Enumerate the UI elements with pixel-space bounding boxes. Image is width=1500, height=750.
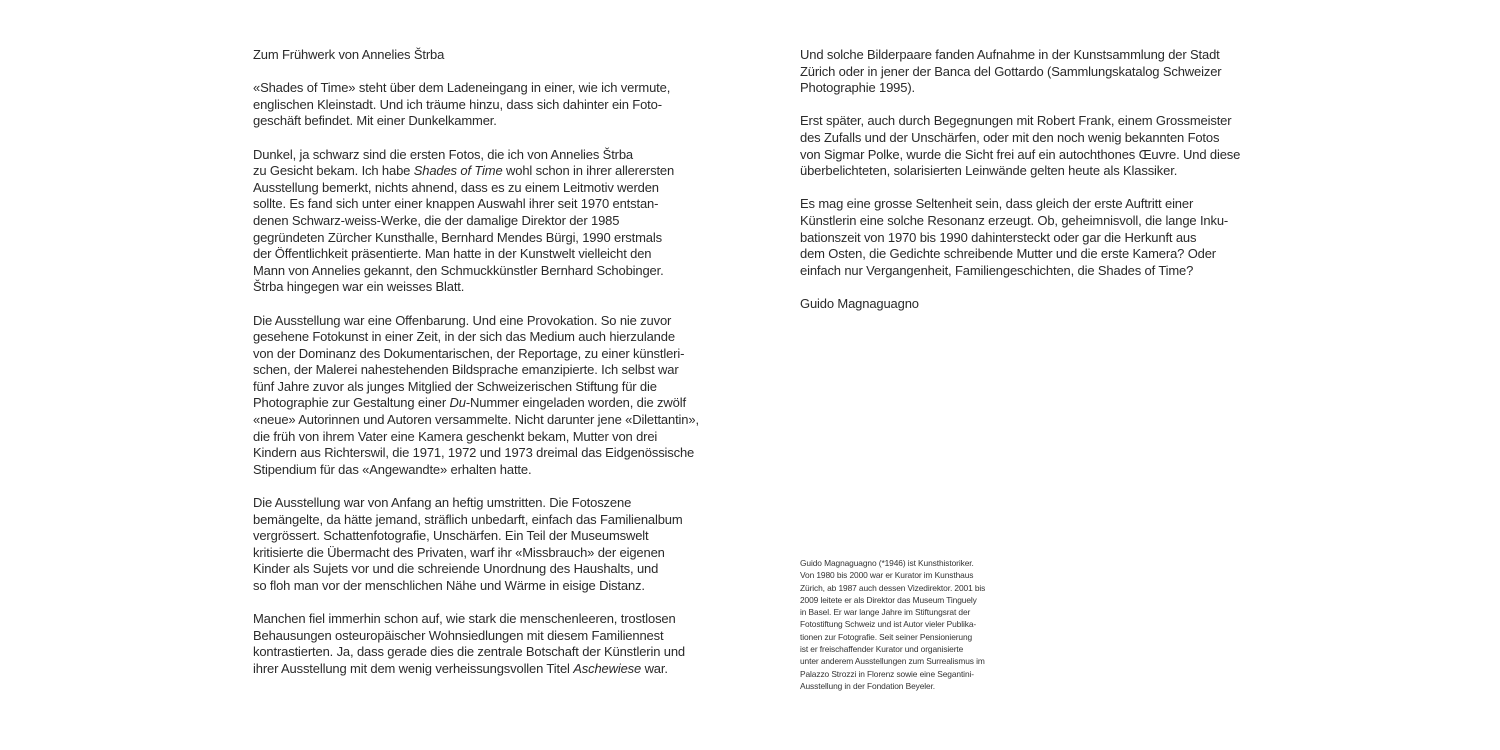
text-segment: wohl schon in ihrer allerersten (502, 163, 675, 179)
text-line: die früh von ihrem Vater eine Kamera geschenkt bekam, Mutter von drei (253, 428, 658, 444)
text-line: der Öffentlichkeit präsentierte. Man hatte in der Kunstwelt vielleicht den (253, 246, 652, 262)
text-line: Štrba hingegen war ein weisses Blatt. (253, 279, 465, 295)
text-line: einfach nur Vergangenheit, Familiengeschichten, die Shades of Time? (800, 262, 1194, 278)
text-line: englischen Kleinstadt. Und ich träume hinzu, dass sich dahinter ein Foto- (253, 96, 662, 112)
text-line: dem Osten, die Gedichte schreibende Mutter und die erste Kamera? Oder (800, 246, 1216, 262)
text-line: Kindern aus Richterswil, die 1971, 1972 und 1973 dreimal das Eidgenössische (253, 445, 695, 461)
paragraph-2 (253, 147, 723, 296)
text-line: Künstlerin eine solche Resonanz erzeugt. Ob, geheimnisvoll, die lange Inku- (800, 212, 1229, 228)
right-column (800, 47, 1270, 329)
text-line (253, 395, 723, 412)
text-line: Kinder als Sujets vor und die schreiende Unordnung des Haushalts, und (253, 561, 659, 577)
paragraph-8 (800, 196, 1270, 279)
text-line: fünf Jahre zuvor als junges Mitglied der Schweizerischen Stiftung für die (253, 378, 657, 394)
text-line: sollte. Es fand sich unter einer knappen Auswahl ihrer seit 1970 entstan- (253, 196, 659, 212)
title-line: Zum Frühwerk von Annelies Štrba (253, 47, 445, 62)
text-line: «Shades of Time» steht über dem Ladeneingang in einer, wie ich vermute, (253, 80, 671, 96)
text-line: Zürich oder in jener der Banca del Gottardo (Sammlungskatalog Schweizer (800, 63, 1222, 79)
bio-line: tionen zur Fotografie. Seit seiner Pensionierung (800, 631, 973, 642)
text-line: denen Schwarz-weiss-Werke, die der damalige Direktor der 1985 (253, 212, 620, 228)
bio-line: Fotostiftung Schweiz und ist Autor vieler Publika- (800, 619, 977, 630)
text-line: «neue» Autorinnen und Autoren versammelte. Nicht darunter jene «Dilettantin», (253, 412, 699, 428)
text-line: bemängelte, da hätte jemand, sträflich unbedarft, einfach das Familienalbum (253, 511, 683, 527)
paragraph-4 (253, 495, 723, 595)
italic-title: Shades of Time (413, 163, 503, 179)
author-bio (800, 557, 1040, 692)
author-name: Guido Magnaguagno (800, 295, 919, 311)
bio-line: unter anderem Ausstellungen zum Surrealismus im (800, 656, 985, 667)
paragraph-7 (800, 113, 1270, 179)
text-line: Manchen fiel immerhin schon auf, wie stark die menschenleeren, trostlosen (253, 611, 676, 627)
text-line: Die Ausstellung war von Anfang an heftig umstritten. Die Fotoszene (253, 495, 632, 511)
paragraph-3 (253, 313, 723, 479)
text-line: Die Ausstellung war eine Offenbarung. Und eine Provokation. So nie zuvor (253, 312, 672, 328)
text-line: überbelichteten, solarisierten Leinwände gelten heute als Klassiker. (800, 163, 1178, 179)
bio-line: Ausstellung in der Fondation Beyeler. (800, 680, 936, 691)
text-line: von Sigmar Polke, wurde die Sicht frei auf ein autochthones Œuvre. Und diese (800, 146, 1241, 162)
text-line: des Zufalls und der Unschärfen, oder mit den noch wenig bekannten Fotos (800, 129, 1220, 145)
text-line: bationszeit von 1970 bis 1990 dahintersteckt oder gar die Herkunft aus (800, 229, 1197, 245)
essay-title (253, 47, 723, 64)
bio-line: Palazzo Strozzi in Florenz sowie eine Segantini- (800, 668, 974, 679)
text-line (253, 163, 723, 180)
text-line: Es mag eine grosse Seltenheit sein, dass gleich der erste Auftritt einer (800, 196, 1194, 212)
text-segment: -Nummer eingeladen worden, die zwölf (465, 395, 686, 411)
paragraph-6 (800, 47, 1270, 97)
text-line: schen, der Malerei nahestehenden Bildsprache emanzipierte. Ich selbst war (253, 362, 679, 378)
bio-line: Guido Magnaguagno (*1946) ist Kunsthistoriker. (800, 558, 974, 568)
text-line: Und solche Bilderpaare fanden Aufnahme in der Kunstsammlung der Stadt (800, 47, 1220, 62)
text-segment: ihrer Ausstellung mit dem wenig verheissungsvollen Titel (253, 660, 574, 676)
text-line: Ausstellung bemerkt, nichts ahnend, dass es zu einem Leitmotiv werden (253, 179, 659, 195)
paragraph-5 (253, 611, 723, 677)
text-line: Mann von Annelies gekannt, den Schmuckkünstler Bernhard Schobinger. (253, 262, 664, 278)
text-line: gesehene Fotokunst in einer Zeit, in der sich das Medium auch hierzulande (253, 329, 675, 345)
text-line: gegründeten Zürcher Kunsthalle, Bernhard Mendes Bürgi, 1990 erstmals (253, 229, 662, 245)
text-segment: Photographie zur Gestaltung einer (253, 395, 450, 411)
text-line: vergrössert. Schattenfotografie, Unschärfen. Ein Teil der Museumswelt (253, 528, 649, 544)
left-column (253, 47, 723, 694)
italic-title: Du (449, 395, 466, 411)
text-segment: zu Gesicht bekam. Ich habe (253, 163, 414, 179)
author-signature (800, 296, 1270, 313)
text-line: Dunkel, ja schwarz sind die ersten Fotos, die ich von Annelies Štrba (253, 146, 634, 162)
text-line: kontrastierten. Ja, dass gerade dies die zentrale Botschaft der Künstlerin und (253, 644, 686, 660)
text-line: von der Dominanz des Dokumentarischen, der Reportage, zu einer künstleri- (253, 345, 685, 361)
text-line: Erst später, auch durch Begegnungen mit Robert Frank, einem Grossmeister (800, 113, 1232, 129)
text-line: so floh man vor der menschlichen Nähe und Wärme in eisige Distanz. (253, 578, 645, 593)
text-line: geschäft befindet. Mit einer Dunkelkammer. (253, 113, 497, 129)
text-line: kritisierte die Übermacht des Privaten, warf ihr «Missbrauch» der eigenen (253, 544, 665, 560)
bio-line: Von 1980 bis 2000 war er Kurator im Kunsthaus (800, 570, 974, 581)
text-line: Behausungen osteuropäischer Wohnsiedlungen mit diesem Familiennest (253, 627, 664, 643)
bio-line: 2009 leitete er als Direktor das Museum Tinguely (800, 594, 977, 605)
text-line: Photographie 1995). (800, 80, 915, 96)
text-line (253, 661, 723, 678)
text-line: Stipendium für das «Angewandte» erhalten hatte. (253, 461, 532, 477)
bio-line: ist er freischaffender Kurator und organisierte (800, 644, 964, 655)
text-segment: war. (641, 660, 668, 676)
paragraph-1 (253, 80, 723, 130)
italic-title: Aschewiese (573, 660, 642, 676)
bio-line: Zürich, ab 1987 auch dessen Vizedirektor. 2001 bis (800, 582, 986, 593)
bio-line: in Basel. Er war lange Jahre im Stiftungsrat der (800, 607, 971, 618)
